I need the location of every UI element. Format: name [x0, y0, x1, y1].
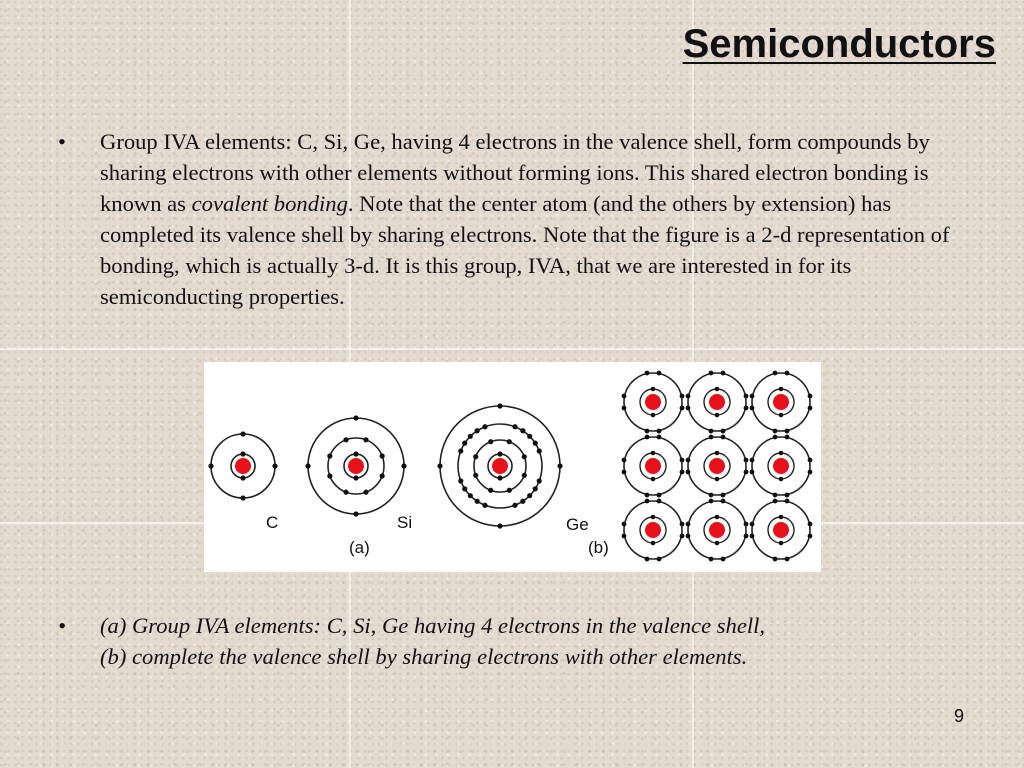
electron-dot [343, 437, 348, 442]
electron-dot [657, 371, 662, 376]
electron-dot [686, 458, 691, 463]
electron-dot [709, 371, 714, 376]
electron-dot [475, 499, 480, 504]
electron-dot [750, 522, 755, 527]
electron-dot [785, 435, 790, 440]
electron-dot [721, 499, 726, 504]
electron-dot [522, 473, 527, 478]
electron-dot [686, 470, 691, 475]
electron-dot [715, 413, 720, 418]
nucleus [773, 394, 789, 410]
electron-dot [779, 515, 784, 520]
electron-dot [709, 493, 714, 498]
electron-dot [686, 394, 691, 399]
electron-dot [651, 387, 656, 392]
electron-dot [343, 490, 348, 495]
electron-dot [785, 371, 790, 376]
electron-dot [779, 451, 784, 456]
electron-dot [645, 493, 650, 498]
electron-dot [651, 541, 656, 546]
electron-dot [497, 523, 502, 528]
electron-dot [721, 435, 726, 440]
electron-dot [808, 406, 813, 411]
electron-dot [533, 441, 538, 446]
electron-dot [520, 499, 525, 504]
electron-dot [512, 424, 517, 429]
electron-dot [686, 534, 691, 539]
electron-dot [744, 522, 749, 527]
electron-dot [645, 557, 650, 562]
electron-dot [686, 522, 691, 527]
electron-dot [622, 522, 627, 527]
figure-caption-line-b: (b) complete the valence shell by sharing electrons with other elements. [100, 644, 748, 669]
electron-dot [721, 371, 726, 376]
electron-dot [779, 541, 784, 546]
electron-dot [721, 557, 726, 562]
electron-dot [437, 463, 442, 468]
electron-dot [622, 470, 627, 475]
electron-dot [468, 493, 473, 498]
electron-dot [645, 371, 650, 376]
bullet-point-2 [58, 610, 963, 672]
electron-dot [473, 473, 478, 478]
nucleus [492, 458, 508, 474]
electron-dot [709, 557, 714, 562]
nucleus [773, 522, 789, 538]
electron-dot [715, 451, 720, 456]
bullet-text [100, 126, 963, 312]
electron-dot [380, 453, 385, 458]
electron-dot [773, 429, 778, 434]
electron-dot [622, 406, 627, 411]
electron-dot [353, 511, 358, 516]
electron-dot [750, 458, 755, 463]
electron-dot [507, 439, 512, 444]
electron-dot [507, 488, 512, 493]
electron-dot [779, 477, 784, 482]
figure-caption-line-a: (a) Group IVA elements: C, Si, Ge having 4 electrons in the valence shell, [100, 613, 766, 638]
electron-dot [488, 439, 493, 444]
electron-dot [715, 477, 720, 482]
electron-dot [808, 458, 813, 463]
electron-dot [773, 435, 778, 440]
electron-dot [327, 473, 332, 478]
electron-dot [468, 434, 473, 439]
electron-dot [272, 463, 277, 468]
electron-dot [240, 475, 245, 480]
element-symbol-label: Si [397, 513, 413, 532]
electron-dot [645, 429, 650, 434]
electron-dot [709, 499, 714, 504]
electron-dot [482, 503, 487, 508]
atom-diagram-figure [204, 362, 821, 572]
electron-dot [721, 493, 726, 498]
electron-dot [327, 453, 332, 458]
electron-dot [557, 463, 562, 468]
electron-dot [773, 557, 778, 562]
slide-title: Semiconductors [682, 22, 996, 66]
part-b-label: (b) [588, 538, 609, 557]
nucleus [645, 394, 661, 410]
electron-dot [622, 534, 627, 539]
electron-dot [715, 541, 720, 546]
electron-dot [744, 470, 749, 475]
electron-dot [305, 463, 310, 468]
background-grid-line [0, 348, 1024, 350]
bullet-marker: • [58, 129, 66, 154]
bullet-marker: • [58, 613, 66, 638]
electron-dot [645, 499, 650, 504]
electron-dot [808, 470, 813, 475]
electron-dot [240, 495, 245, 500]
nucleus [348, 458, 364, 474]
electron-dot [715, 515, 720, 520]
electron-dot [744, 458, 749, 463]
electron-dot [657, 493, 662, 498]
electron-dot [657, 557, 662, 562]
electron-dot [680, 470, 685, 475]
electron-dot [401, 463, 406, 468]
electron-dot [680, 458, 685, 463]
electron-dot [533, 486, 538, 491]
part-a-label: (a) [349, 538, 370, 557]
electron-dot [785, 557, 790, 562]
electron-dot [537, 448, 542, 453]
electron-dot [475, 428, 480, 433]
element-symbol-label: C [266, 513, 279, 532]
electron-dot [458, 448, 463, 453]
electron-dot [497, 403, 502, 408]
nucleus [709, 522, 725, 538]
electron-dot [353, 475, 358, 480]
electron-dot [651, 451, 656, 456]
electron-dot [488, 488, 493, 493]
electron-dot [240, 451, 245, 456]
electron-dot [785, 493, 790, 498]
electron-dot [808, 394, 813, 399]
electron-dot [715, 387, 720, 392]
electron-dot [750, 470, 755, 475]
nucleus [645, 458, 661, 474]
electron-dot [380, 473, 385, 478]
electron-dot [773, 493, 778, 498]
electron-dot [779, 413, 784, 418]
electron-dot [709, 435, 714, 440]
electron-dot [645, 435, 650, 440]
electron-dot [497, 475, 502, 480]
electron-dot [537, 478, 542, 483]
electron-dot [686, 406, 691, 411]
nucleus [235, 458, 251, 474]
electron-dot [622, 394, 627, 399]
electron-dot [458, 478, 463, 483]
electron-dot [482, 424, 487, 429]
electron-dot [785, 499, 790, 504]
electron-dot [512, 503, 517, 508]
electron-dot [744, 394, 749, 399]
electron-dot [363, 490, 368, 495]
electron-dot [208, 463, 213, 468]
electron-dot [363, 437, 368, 442]
nucleus [709, 458, 725, 474]
electron-dot [785, 429, 790, 434]
electron-dot [657, 499, 662, 504]
bullet-text-part: . Note that the center atom (and the others by extension) has completed its valence shell by sharing electrons. Note that the figure is a 2-d representation of bonding, which is actually 3-d. It is this group, IVA, that we are interested in for its semiconducting properties. [100, 191, 950, 309]
electron-dot [353, 451, 358, 456]
electron-dot [779, 387, 784, 392]
electron-dot [473, 454, 478, 459]
electron-dot [657, 429, 662, 434]
bullet-point-1 [58, 126, 963, 312]
electron-dot [520, 428, 525, 433]
electron-dot [773, 371, 778, 376]
page-number: 9 [953, 706, 964, 726]
electron-dot [353, 415, 358, 420]
electron-dot [651, 515, 656, 520]
electron-dot [709, 429, 714, 434]
electron-dot [773, 499, 778, 504]
electron-dot [680, 406, 685, 411]
electron-dot [808, 534, 813, 539]
electron-dot [680, 394, 685, 399]
electron-dot [680, 534, 685, 539]
electron-dot [497, 451, 502, 456]
nucleus [773, 458, 789, 474]
electron-dot [657, 435, 662, 440]
electron-dot [622, 458, 627, 463]
bullet-emphasis: covalent bonding [191, 191, 348, 216]
electron-dot [462, 486, 467, 491]
bullet-text [100, 610, 963, 672]
nucleus [645, 522, 661, 538]
nucleus [709, 394, 725, 410]
electron-dot [744, 534, 749, 539]
electron-dot [651, 477, 656, 482]
electron-dot [680, 522, 685, 527]
electron-dot [527, 493, 532, 498]
electron-dot [744, 406, 749, 411]
electron-dot [750, 534, 755, 539]
bullet-text-part: Group IVA elements: C, Si, Ge, having 4 electrons in the valence shell, form compounds by sharing electrons with other elements without forming ions. This shared electron bonding is known as [100, 129, 930, 216]
electron-dot [462, 441, 467, 446]
electron-dot [651, 413, 656, 418]
electron-dot [240, 431, 245, 436]
electron-dot [808, 522, 813, 527]
electron-dot [522, 454, 527, 459]
electron-dot [750, 406, 755, 411]
element-symbol-label: Ge [566, 515, 589, 534]
atom-diagram [204, 362, 821, 572]
electron-dot [527, 434, 532, 439]
electron-dot [750, 394, 755, 399]
electron-dot [721, 429, 726, 434]
